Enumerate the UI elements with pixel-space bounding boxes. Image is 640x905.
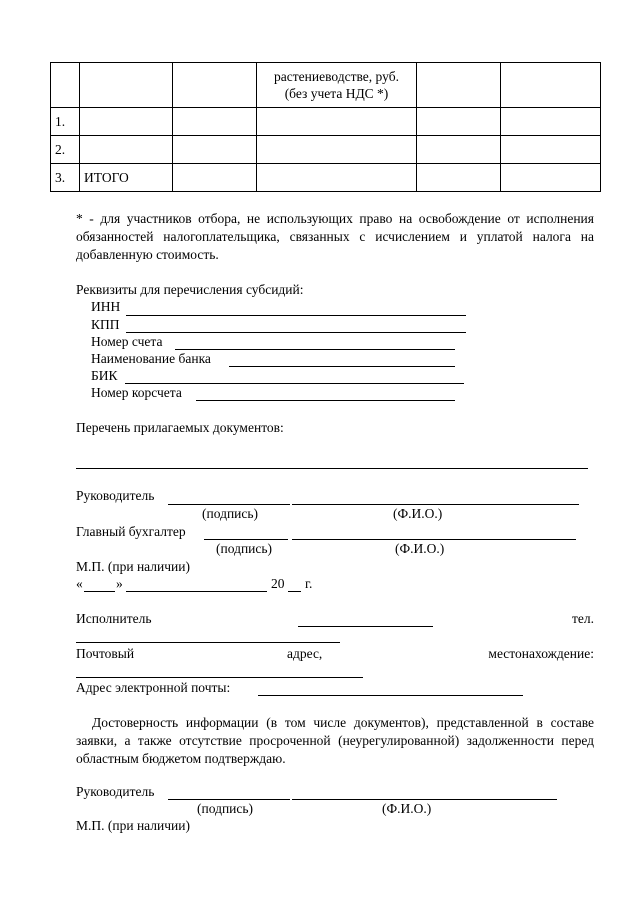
inn-label: ИНН	[91, 299, 121, 314]
head-label: Руководитель	[76, 488, 155, 503]
account-label: Номер счета	[91, 334, 163, 349]
row-number: 3.	[51, 164, 80, 192]
date-year-prefix: 20	[271, 576, 285, 591]
row-name: ИТОГО	[80, 164, 173, 192]
head-name-field[interactable]	[292, 504, 579, 505]
name-caption: (Ф.И.О.)	[395, 541, 445, 556]
final-signature-field[interactable]	[168, 799, 290, 800]
date-month-field[interactable]	[126, 591, 267, 592]
subsidy-table	[50, 62, 601, 192]
requisites-title: Реквизиты для перечисления субсидий:	[76, 282, 304, 297]
email-label: Адрес электронной почты:	[76, 680, 231, 695]
final-stamp-label: М.П. (при наличии)	[76, 818, 190, 833]
table-cell	[51, 63, 80, 108]
stamp-label: М.П. (при наличии)	[76, 559, 190, 574]
corr-account-field[interactable]	[196, 400, 455, 401]
vat-footnote: * - для участников отбора, не использующих право на освобождение от исполнения обязанностей налогоплательщика, связанных с исчислением и уплатой налога на добавленную стоимость.	[76, 211, 594, 262]
bank-label: Наименование банка	[91, 351, 211, 366]
head-signature-field[interactable]	[168, 504, 290, 505]
postal-label-3: местонахождение:	[488, 646, 594, 661]
phone-label: тел.	[571, 611, 594, 626]
final-head-label: Руководитель	[76, 784, 155, 799]
signature-caption: (подпись)	[197, 801, 254, 816]
account-field[interactable]	[175, 349, 455, 350]
executor-name-field[interactable]	[298, 626, 433, 627]
row-name	[80, 108, 173, 136]
final-name-field[interactable]	[292, 799, 557, 800]
date-open-quote: «	[76, 576, 83, 591]
name-caption: (Ф.И.О.)	[382, 801, 432, 816]
table-header-cell: растениеводстве, руб. (без учета НДС *)	[257, 63, 417, 108]
table-cell	[173, 63, 257, 108]
documents-title: Перечень прилагаемых документов:	[76, 420, 284, 435]
table-cell	[417, 63, 501, 108]
table-row	[51, 136, 601, 164]
table-row	[51, 108, 601, 136]
accountant-signature-field[interactable]	[204, 539, 288, 540]
postal-label-1: Почтовый	[76, 646, 135, 661]
executor-label: Исполнитель	[76, 611, 152, 626]
email-field[interactable]	[258, 695, 523, 696]
accountant-name-field[interactable]	[292, 539, 576, 540]
confirmation-text: Достоверность информации (в том числе документов), представленной в составе заявки, а также отсутствие просроченной (неурегулированной) задолженности перед областным бюджетом подтверждаю.	[76, 715, 594, 766]
phone-field[interactable]	[76, 642, 340, 643]
accountant-label: Главный бухгалтер	[76, 524, 186, 539]
signature-caption: (подпись)	[216, 541, 273, 556]
kpp-label: КПП	[91, 317, 120, 332]
documents-field[interactable]	[76, 468, 588, 469]
row-number: 2.	[51, 136, 80, 164]
signature-caption: (подпись)	[202, 506, 259, 521]
bank-field[interactable]	[229, 366, 455, 367]
inn-field[interactable]	[126, 315, 466, 316]
date-year-suffix: г.	[305, 576, 313, 591]
name-caption: (Ф.И.О.)	[393, 506, 443, 521]
date-year-field[interactable]	[288, 591, 301, 592]
corr-account-label: Номер корсчета	[91, 385, 182, 400]
kpp-field[interactable]	[126, 332, 466, 333]
date-day-field[interactable]	[84, 591, 115, 592]
table-cell	[501, 63, 601, 108]
table-cell	[80, 63, 173, 108]
postal-address-field[interactable]	[76, 677, 363, 678]
bik-label: БИК	[91, 368, 118, 383]
row-number: 1.	[51, 108, 80, 136]
row-name	[80, 136, 173, 164]
table-header-row	[51, 63, 601, 108]
date-close-quote: »	[116, 576, 123, 591]
postal-label-2: адрес,	[287, 646, 323, 661]
bik-field[interactable]	[125, 383, 464, 384]
table-row	[51, 164, 601, 192]
